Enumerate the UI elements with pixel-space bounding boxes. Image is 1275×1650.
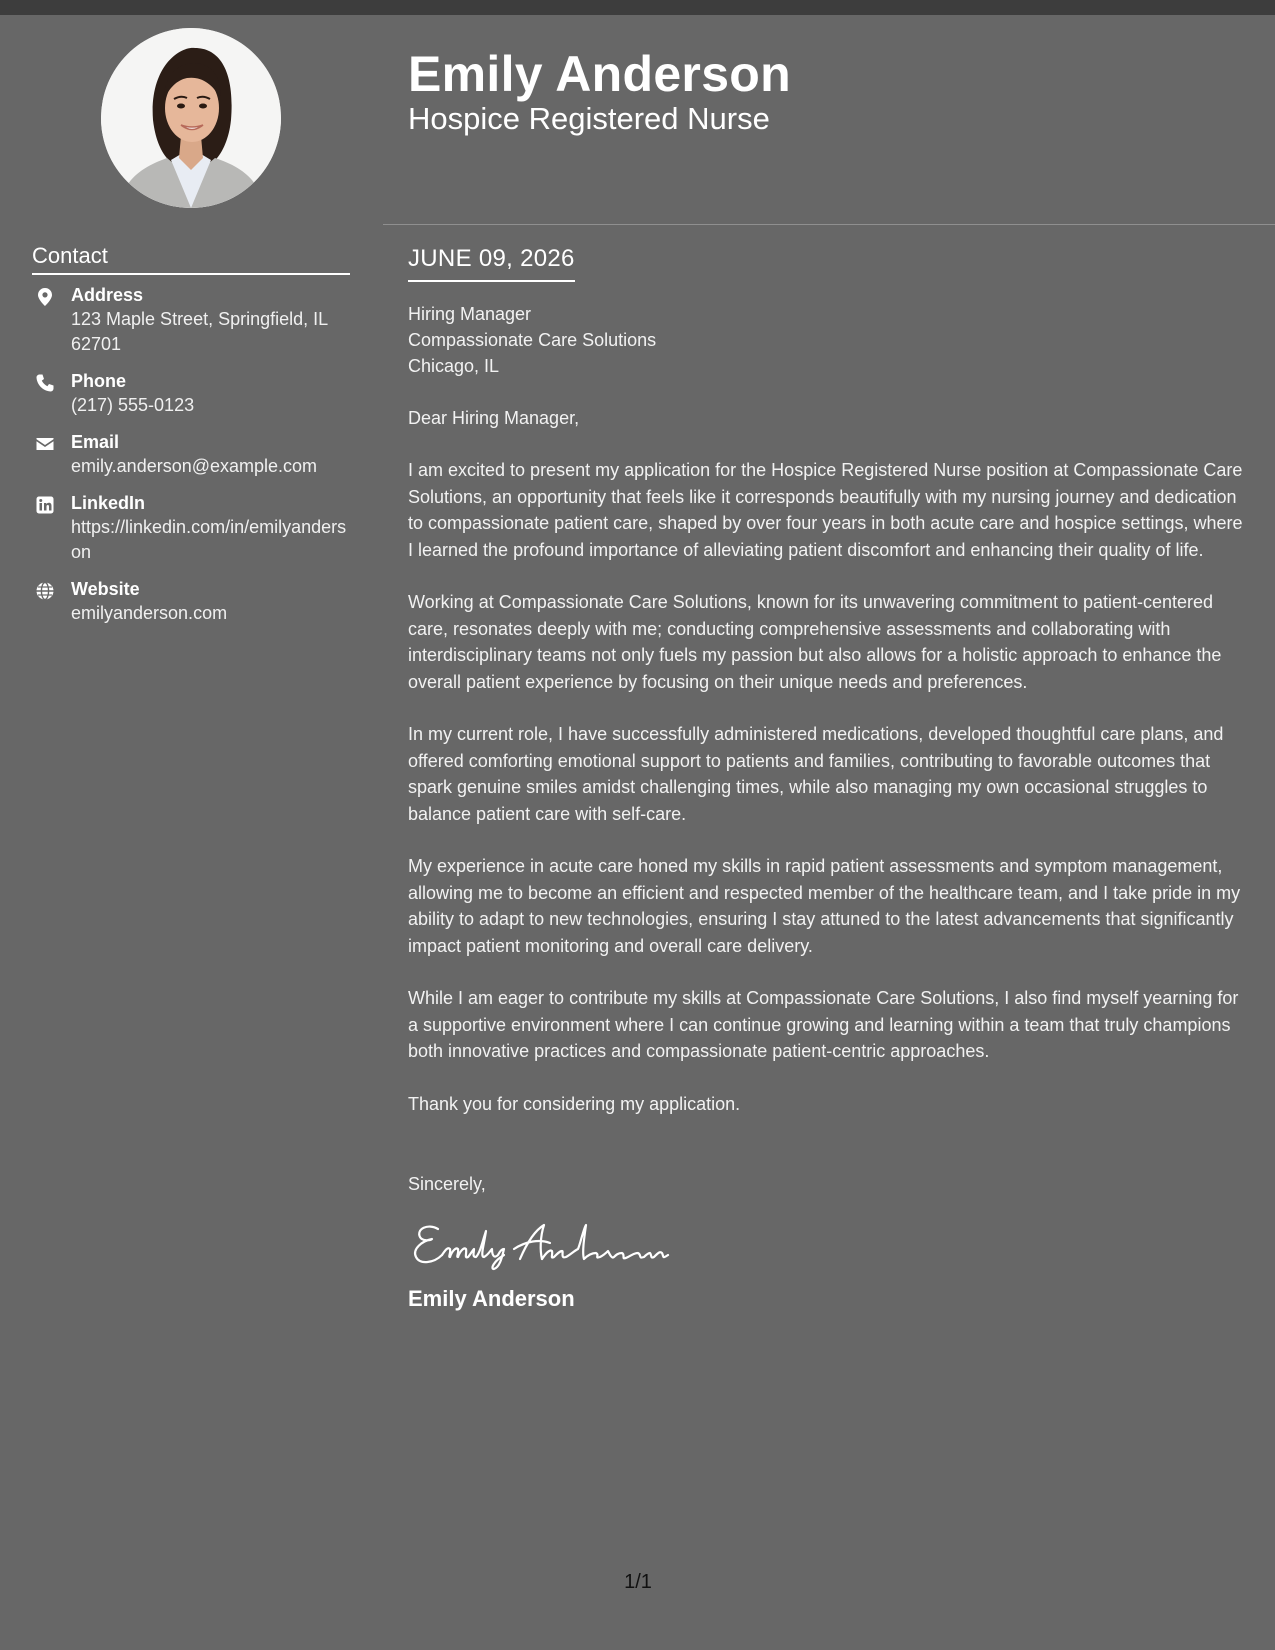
applicant-title: Hospice Registered Nurse bbox=[408, 101, 770, 136]
header-divider bbox=[383, 224, 1275, 225]
contact-item-address bbox=[32, 283, 352, 357]
phone-value: (217) 555-0123 bbox=[71, 395, 195, 415]
salutation: Dear Hiring Manager, bbox=[408, 408, 580, 428]
address-label: Address bbox=[71, 285, 144, 305]
applicant-name: Emily Anderson bbox=[408, 46, 791, 102]
linkedin-icon bbox=[35, 495, 55, 515]
body-paragraph: I am excited to present my application for the Hospice Registered Nurse position at Compassionate Care Solutions, an opportunity that feels like it corresponds beautifully with my nursing journey and dedication to compassionate patient care, shaped by over four years in both acute care and hospice settings, where I learned the profound importance of alleviating patient discomfort and enhancing their quality of life. bbox=[408, 460, 1243, 560]
location-pin-icon bbox=[35, 287, 55, 307]
letter-body bbox=[408, 244, 1250, 1313]
website-label: Website bbox=[71, 579, 140, 599]
recipient-line: Compassionate Care Solutions bbox=[408, 330, 657, 350]
closing: Sincerely, bbox=[408, 1174, 486, 1194]
linkedin-value[interactable]: https://linkedin.com/in/emilyanderson bbox=[71, 517, 347, 562]
body-paragraph: My experience in acute care honed my skills in rapid patient assessments and symptom management, allowing me to become an efficient and respected member of the healthcare team, and I take pride in my ability to adapt to new technologies, ensuring I stay attuned to the latest advancements that significantly impact patient monitoring and overall care delivery. bbox=[408, 856, 1241, 956]
email-value[interactable]: emily.anderson@example.com bbox=[71, 456, 318, 476]
phone-label: Phone bbox=[71, 371, 127, 391]
recipient-block bbox=[408, 301, 1250, 379]
body-paragraph: While I am eager to contribute my skills at Compassionate Care Solutions, I also find myself yearning for a supportive environment where I can continue growing and learning within a team that truly champions both innovative practices and compassionate patient-centric approaches. bbox=[408, 988, 1239, 1061]
contact-item-website bbox=[32, 577, 352, 626]
signer-name: Emily Anderson bbox=[408, 1286, 575, 1311]
sidebar bbox=[0, 15, 382, 1650]
top-bar bbox=[0, 0, 1275, 15]
contact-item-phone bbox=[32, 369, 352, 418]
contact-item-linkedin bbox=[32, 491, 352, 565]
handwritten-signature bbox=[408, 1215, 678, 1271]
contact-item-email bbox=[32, 430, 352, 479]
phone-icon bbox=[35, 373, 55, 393]
recipient-line: Hiring Manager bbox=[408, 304, 532, 324]
address-value: 123 Maple Street, Springfield, IL 62701 bbox=[71, 309, 328, 354]
body-paragraph: Working at Compassionate Care Solutions, known for its unwavering commitment to patient-centered care, resonates deeply with me; conducting comprehensive assessments and collaborating with interdisciplinary teams not only fuels my passion but also allows for a holistic approach to enhance the overall patient experience by focusing on their unique needs and preferences. bbox=[408, 592, 1222, 692]
recipient-line: Chicago, IL bbox=[408, 356, 500, 376]
contact-heading: Contact bbox=[32, 242, 350, 275]
body-paragraph: Thank you for considering my application. bbox=[408, 1093, 741, 1114]
letter-header bbox=[408, 44, 791, 137]
profile-photo bbox=[101, 28, 281, 208]
letter-date: JUNE 09, 2026 bbox=[408, 244, 575, 282]
body-paragraph: In my current role, I have successfully administered medications, developed thoughtful care plans, and offered comforting emotional support to patients and families, contributing to favorable outcomes that spark genuine smiles amidst challenging times, while also managing my own occasional struggles to balance patient care with self-care. bbox=[408, 724, 1224, 824]
page-number: 1/1 bbox=[624, 1571, 652, 1593]
envelope-icon bbox=[35, 434, 55, 454]
linkedin-label: LinkedIn bbox=[71, 493, 146, 513]
globe-icon bbox=[35, 581, 55, 601]
contact-list bbox=[32, 283, 352, 638]
email-label: Email bbox=[71, 432, 120, 452]
website-value[interactable]: emilyanderson.com bbox=[71, 603, 228, 623]
